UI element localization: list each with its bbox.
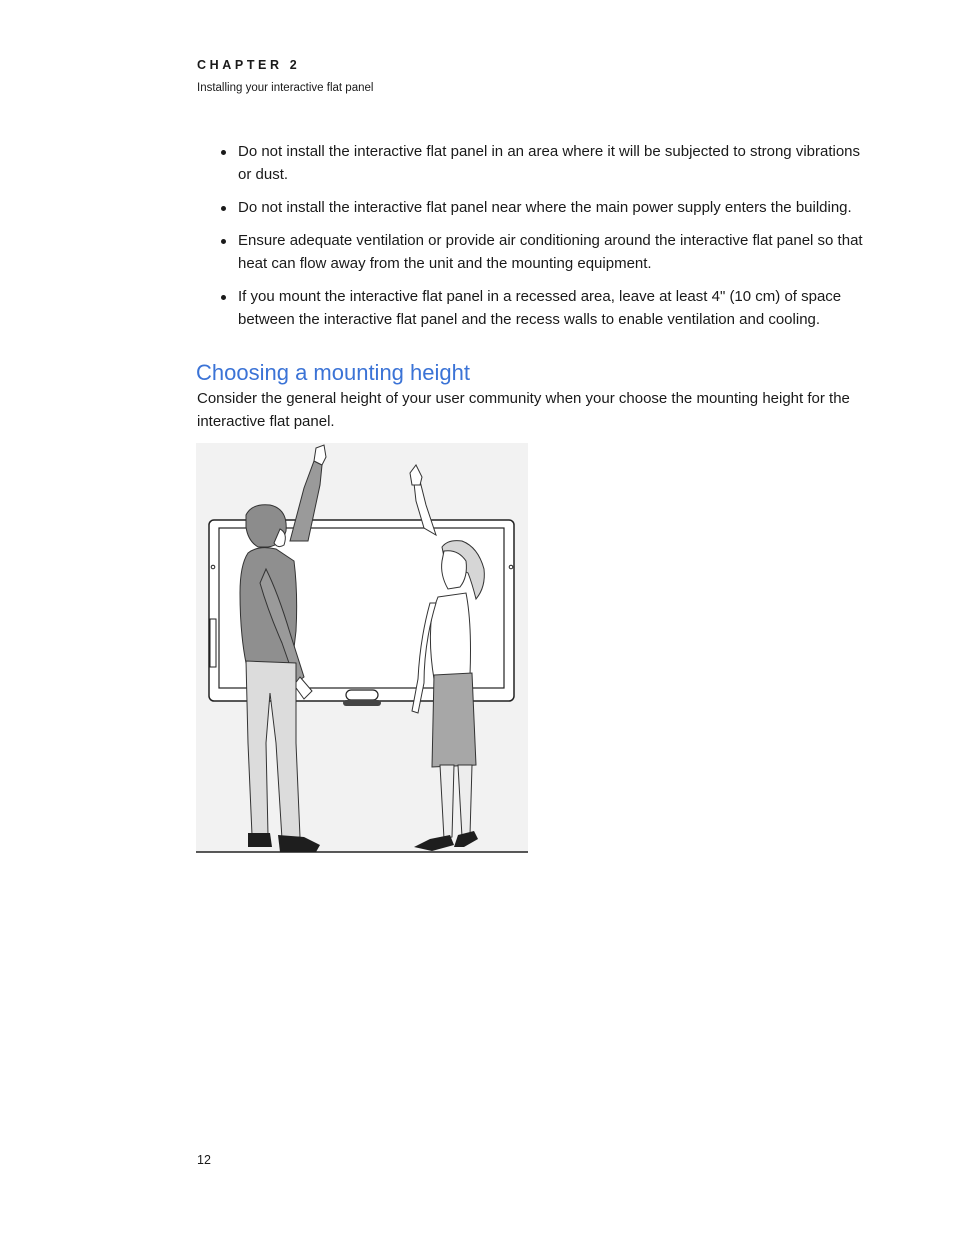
list-item — [197, 140, 877, 186]
list-item — [197, 229, 877, 275]
bullet-icon — [221, 206, 226, 211]
list-item-text: Ensure adequate ventilation or provide air conditioning around the interactive flat panel so that heat can flow away from the unit and the mounting equipment. — [238, 232, 863, 272]
list-item — [197, 196, 877, 219]
bullet-icon — [221, 295, 226, 300]
chapter-subtitle: Installing your interactive flat panel — [197, 82, 374, 94]
requirements-list — [197, 140, 877, 341]
section-body: Consider the general height of your user community when your choose the mounting height for the interactive flat panel. — [197, 390, 850, 430]
list-item-text: If you mount the interactive flat panel in a recessed area, leave at least 4" (10 cm) of space between the interactive flat panel and the recess walls to enable ventilation and cooling. — [238, 288, 842, 328]
list-item-text: Do not install the interactive flat panel in an area where it will be subjected to strong vibrations or dust. — [238, 143, 861, 183]
bullet-icon — [221, 150, 226, 155]
section-heading: Choosing a mounting height — [196, 360, 470, 385]
mounting-height-illustration — [196, 443, 528, 855]
list-item-text: Do not install the interactive flat panel near where the main power supply enters the building. — [238, 199, 852, 216]
bullet-icon — [221, 239, 226, 244]
chapter-label: CHAPTER 2 — [197, 58, 301, 72]
list-item — [197, 285, 877, 331]
page-number: 12 — [197, 1153, 211, 1167]
